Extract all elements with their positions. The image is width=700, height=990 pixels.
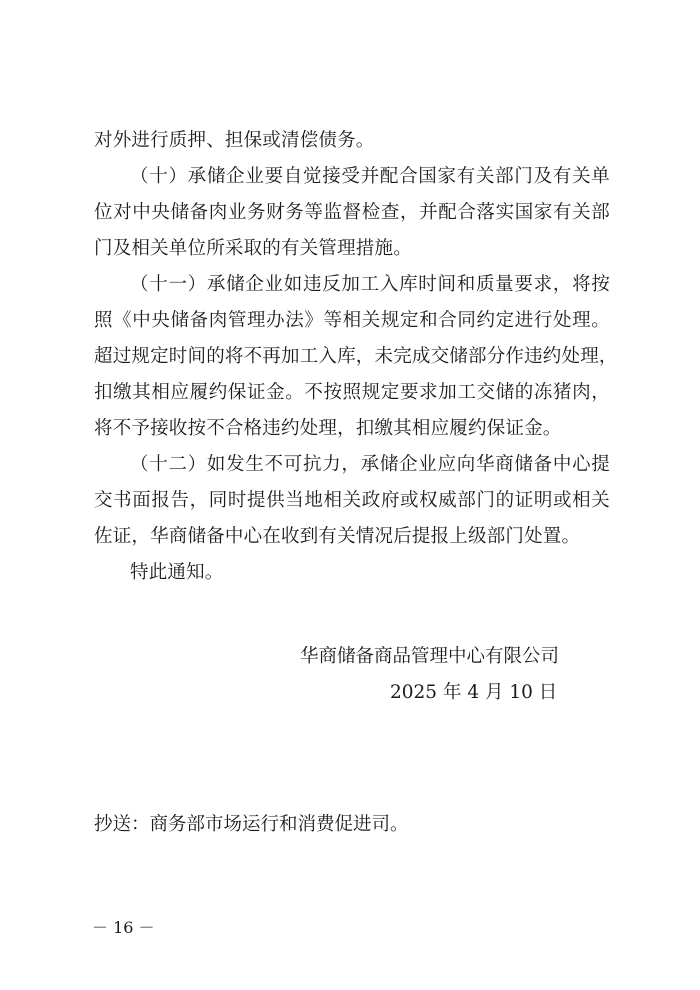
paragraph-line: 位对中央储备肉业务财务等监督检查，并配合落实国家有关部 [94,202,610,223]
paragraph-line: （十二）如发生不可抗力，承储企业应向华商储备中心提 [130,454,610,475]
paragraph-line: 照《中央储备肉管理办法》等相关规定和合同约定进行处理。 [94,310,610,331]
page-number: － 16 － [92,918,155,937]
paragraph-line: 超过规定时间的将不再加工入库，未完成交储部分作违约处理， [94,346,618,367]
paragraph-line: （十一）承储企业如违反加工入库时间和质量要求，将按 [130,274,610,295]
paragraph-line: 交书面报告，同时提供当地相关政府或权威部门的证明或相关 [94,490,610,511]
paragraph-line: 对外进行质押、担保或清偿债务。 [94,130,375,151]
paragraph-line: 扣缴其相应履约保证金。不按照规定要求加工交储的冻猪肉， [94,382,610,403]
closing-line: 特此通知。 [130,562,224,583]
paragraph-line: 将不予接收按不合格违约处理，扣缴其相应履约保证金。 [94,418,562,439]
paragraph-line: 佐证，华商储备中心在收到有关情况后提报上级部门处置。 [94,526,581,547]
signature-date: 2025 年 4 月 10 日 [390,682,558,703]
cc-line: 抄送：商务部市场运行和消费促进司。 [94,814,409,835]
paragraph-line: （十）承储企业要自觉接受并配合国家有关部门及有关单 [130,166,610,187]
signature-company: 华商储备商品管理中心有限公司 [300,646,560,667]
paragraph-line: 门及相关单位所采取的有关管理措施。 [94,238,412,259]
